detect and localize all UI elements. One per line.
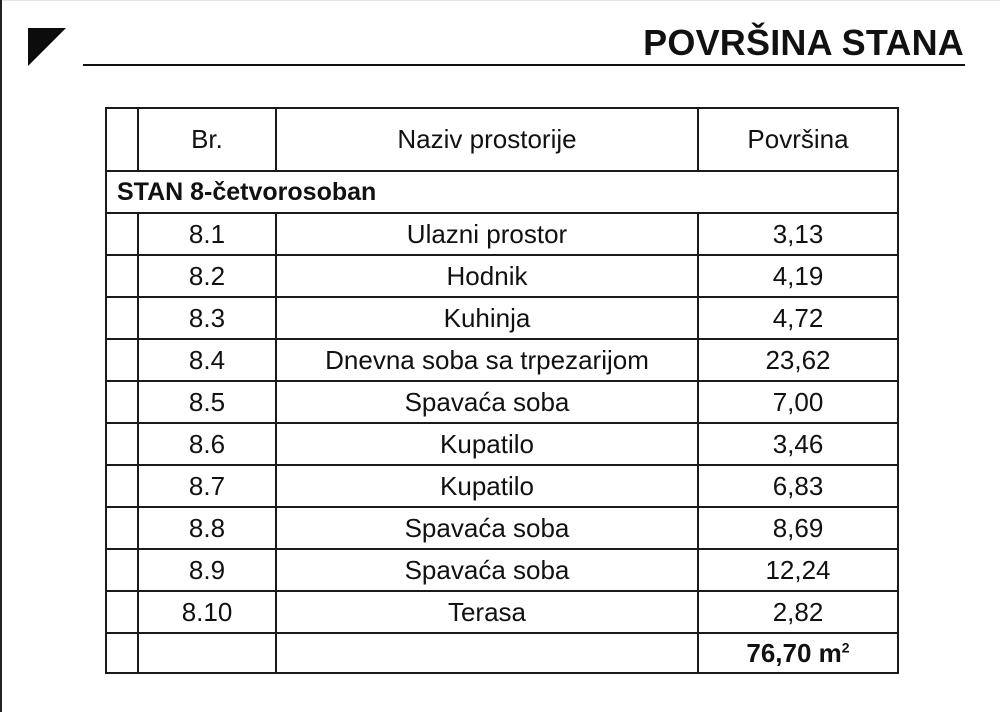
corner-triangle-icon: [28, 28, 66, 66]
table-row: [106, 255, 898, 297]
table-row: [106, 465, 898, 507]
blank-cell: [106, 633, 138, 673]
room-number: 8.5: [138, 381, 276, 423]
blank-cell: [106, 423, 138, 465]
total-row: [106, 633, 898, 673]
room-area: 3,46: [698, 423, 898, 465]
blank-cell: [106, 297, 138, 339]
table-row: [106, 423, 898, 465]
room-area: 7,00: [698, 381, 898, 423]
room-number: 8.9: [138, 549, 276, 591]
table-row: [106, 297, 898, 339]
room-area: 6,83: [698, 465, 898, 507]
total-area-unit-exponent: 2: [841, 638, 850, 655]
title-underline: [83, 64, 965, 66]
room-area: 12,24: [698, 549, 898, 591]
total-area-value: 76,70 m: [746, 637, 842, 668]
blank-cell: [106, 213, 138, 255]
room-area: 8,69: [698, 507, 898, 549]
room-area: 4,19: [698, 255, 898, 297]
room-area: 23,62: [698, 339, 898, 381]
blank-cell: [106, 591, 138, 633]
room-name: Dnevna soba sa trpezarijom: [276, 339, 698, 381]
room-name: Ulazni prostor: [276, 213, 698, 255]
header-blank: [106, 108, 138, 171]
page-title: POVRŠINA STANA: [643, 22, 964, 63]
room-name: Spavaća soba: [276, 549, 698, 591]
room-number: 8.7: [138, 465, 276, 507]
room-name: Spavaća soba: [276, 507, 698, 549]
page-left-edge: [0, 0, 2, 712]
table-row: [106, 549, 898, 591]
room-name: Kupatilo: [276, 423, 698, 465]
header-room-name: Naziv prostorije: [276, 108, 698, 171]
table-row: [106, 339, 898, 381]
room-name: Spavaća soba: [276, 381, 698, 423]
room-name: Kupatilo: [276, 465, 698, 507]
blank-cell: [106, 255, 138, 297]
room-name: Terasa: [276, 591, 698, 633]
total-area: [698, 633, 898, 673]
header-number: Br.: [138, 108, 276, 171]
table-header-row: [106, 108, 898, 171]
blank-cell: [106, 549, 138, 591]
room-area-table: [105, 107, 899, 674]
apartment-group-row: [106, 171, 898, 213]
room-number: 8.8: [138, 507, 276, 549]
table-row: [106, 507, 898, 549]
room-name: Hodnik: [276, 255, 698, 297]
blank-cell: [106, 465, 138, 507]
blank-cell: [138, 633, 276, 673]
blank-cell: [276, 633, 698, 673]
header-area: Površina: [698, 108, 898, 171]
room-number: 8.10: [138, 591, 276, 633]
room-name: Kuhinja: [276, 297, 698, 339]
table-row: [106, 381, 898, 423]
apartment-label: STAN 8-četvorosoban: [106, 171, 898, 213]
blank-cell: [106, 507, 138, 549]
room-number: 8.6: [138, 423, 276, 465]
table-row: [106, 591, 898, 633]
table-row: [106, 213, 898, 255]
room-area: 3,13: [698, 213, 898, 255]
room-number: 8.1: [138, 213, 276, 255]
room-area: 2,82: [698, 591, 898, 633]
blank-cell: [106, 381, 138, 423]
page-top-edge: [0, 0, 1000, 1]
room-number: 8.2: [138, 255, 276, 297]
blank-cell: [106, 339, 138, 381]
room-number: 8.3: [138, 297, 276, 339]
room-area: 4,72: [698, 297, 898, 339]
room-number: 8.4: [138, 339, 276, 381]
